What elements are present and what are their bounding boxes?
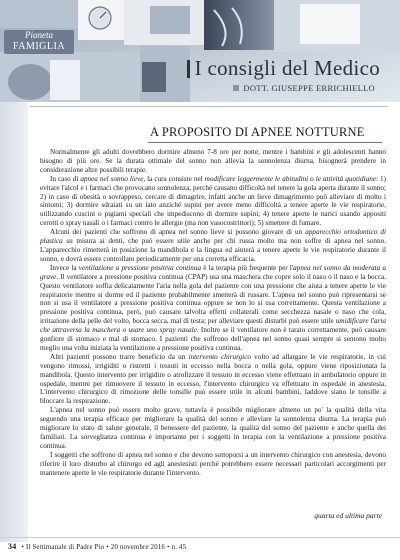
section-label-small: Pianeta: [25, 30, 53, 40]
emphasis-text: modificare leggermente le abitudini o le attività quotidiane: [204, 174, 377, 183]
emphasis-text: apparecchio ortodontico di plastica: [40, 228, 387, 246]
article-paragraph: In caso di apnea nel sonno lieve, la cura consiste nel modificare leggermente le abitudini o le attività quotidiane: 1) evitare l'alcol e i farmaci che provocano sonnolenza, perché causano difficoltà nel tenere la gola aperta durante il sonno; 2) in caso di obesità o sovrappeso, cercare di dimagrire, infatti anche un lieve dimagrimento può alleviare di molto i sintomi; 3) dormire sdraiati su un lato anziché supini per avere meno difficoltà a tenere aperte le vie respiratorie, utilizzando cuscini o pigiami speciali che impediscono di dormire supini; 4) tenere aperte le narici usando appositi cerotti o spray nasali o i farmaci contro le allergie (ma non vasocostrittori); 5) smettere di fumare.: [40, 174, 386, 228]
publication-name: Il Settimanale di Padre Pio: [26, 544, 105, 551]
article-paragraph: L'apnea nel sonno può essere molto grave, tuttavia è possibile migliorare almeno un po' la qualità della vita seguendo una terapia efficace per migliorare la qualità del sonno e alleviare la sonnolenza diurna. La terapia può migliorare lo stato di salute generale, il benessere del paziente, la qualità del sonno del paziente e anche quella dei familiari. La sorveglianza continua è importante per i soggetti in terapia con la ventilazione a pressione positiva continua.: [40, 406, 386, 450]
square-bullet-icon: [233, 85, 239, 91]
header-banner: [0, 0, 400, 102]
section-label-big: FAMIGLIA: [12, 41, 66, 52]
footer-divider: [0, 537, 400, 538]
emphasis-text: intervento chirurgico: [188, 352, 251, 361]
article-paragraph: Normalmente gli adulti dovrebbero dormire almeno 7-8 ore per notte, mentre i bambini e gli adolescenti hanno bisogno di più ore. Se la durata ottimale del sonno non allevia la sonnolenza diurna, bisognerà prendere in considerazione altre possibili terapie.: [40, 148, 386, 174]
issue-date: 20 novembre 2016: [110, 544, 166, 551]
issue-number: n. 45: [171, 544, 187, 551]
emphasis-text: apnea nel sonno lieve: [80, 174, 144, 183]
article-title-rule: [148, 142, 382, 143]
page-footer: 34 • Il Settimanale di Padre Pio • 20 novembre 2016 • n. 45: [8, 542, 187, 551]
column-title-text: I consigli del Medico: [194, 56, 380, 80]
emphasis-text: umidificare l'aria che attraversa la maschera o usare uno spray nasale: [40, 317, 386, 335]
title-bar-decoration: [187, 60, 190, 78]
article-title: A PROPOSITO DI APNEE NOTTURNE: [150, 125, 365, 139]
header-divider: [30, 106, 388, 107]
author-name: DOTT. GIUSEPPE ERRICHIELLO: [243, 83, 375, 93]
article-paragraph: Invece la ventilazione a pressione positiva continua è la terapia più frequente per l'apnea nel sonno da moderata a grave. Il ventilatore a pressione positiva continua (CPAP) usa una maschera che copre solo il naso o il naso e la bocca. Questo ventilatore soffia delicatamente l'aria nella gola del paziente con una pressione che aiuta a tenere aperte le vie respiratorie mentre si dorme ed il paziente probabilmente smetterà di russare. L'apnea nel sonno può ripresentarsi se non si usa il ventilatore a pressione positiva continua oppure se non lo si usa correttamente. Questa ventilazione a pressione positiva continua, però, può causare talvolta effetti collaterali come secchezza nasale o naso che cola, irritazione della pelle del volto, bocca secca, mal di testa; per alleviare questi disturbi può essere utile umidificare l'aria che attraversa la maschera o usare uno spray nasale. Inoltre se il ventilatore non è tarato correttamente, può causare gonfiore di stomaco e mal di stomaco. I pazienti che soffrono dell'apnea nel sonno quasi sempre si sentono molto meglio una volta iniziata la ventilazione a pressione positiva continua.: [40, 263, 387, 352]
article-paragraph: Alcuni dei pazienti che soffrono di apnea nel sonno lieve si possono giovare di un apparecchio ortodontico di plastica su misura ai denti, che può essere utile anche per chi russa molto ma non soffre di apnea nel sonno. L'apparecchio rimetterà in posizione la mandibola e la lingua ed aiuterà a tenere aperte le vie respiratorie durante il sonno, e dovrà essere controllato periodicamente per una corretta efficacia.: [40, 228, 387, 263]
page-number: 34: [8, 542, 17, 551]
left-margin-decoration: [0, 102, 28, 542]
column-title: [187, 56, 380, 81]
emphasis-text: ventilazione a pressione positiva continua: [78, 263, 202, 272]
emphasis-text: apnea nel sonno da moderata a grave: [40, 263, 386, 281]
article-body: [40, 148, 386, 478]
article-paragraph: I soggetti che soffrono di apnea nel sonno e che devono sottoporsi a un intervento chirurgico con anestesia, devono riferire il loro disturbo al chirurgo ed agli anestesisti perché potrebbero essere necessari particolari accorgimenti per mantenere aperte le vie respiratorie durante l'intervento.: [40, 450, 386, 477]
series-part-note: quarta ed ultima parte: [314, 511, 382, 520]
article-paragraph: Altri pazienti possono trarre beneficio da un intervento chirurgico volto ad allargare le vie respiratorie, in cui vengono rimossi, irrigiditi o ristretti i tessuti in eccesso nella bocca o nella gola, oppure viene riposizionata la mandibola. Questo intervento per irrigidire o atrofizzare il tessuto in eccesso viene effettuato in ambulatorio oppure in ospedale, mentre per rimuovere il tessuto in eccesso, l'intervento chirurgico va effettuato in ospedale in anestesia. L'intervento chirurgico di rimozione delle tonsille può essere utile in alcuni bambini, laddove siano le tonsille a bloccare la respirazione.: [40, 352, 387, 406]
author-byline: [233, 83, 375, 93]
section-label: [4, 30, 74, 54]
